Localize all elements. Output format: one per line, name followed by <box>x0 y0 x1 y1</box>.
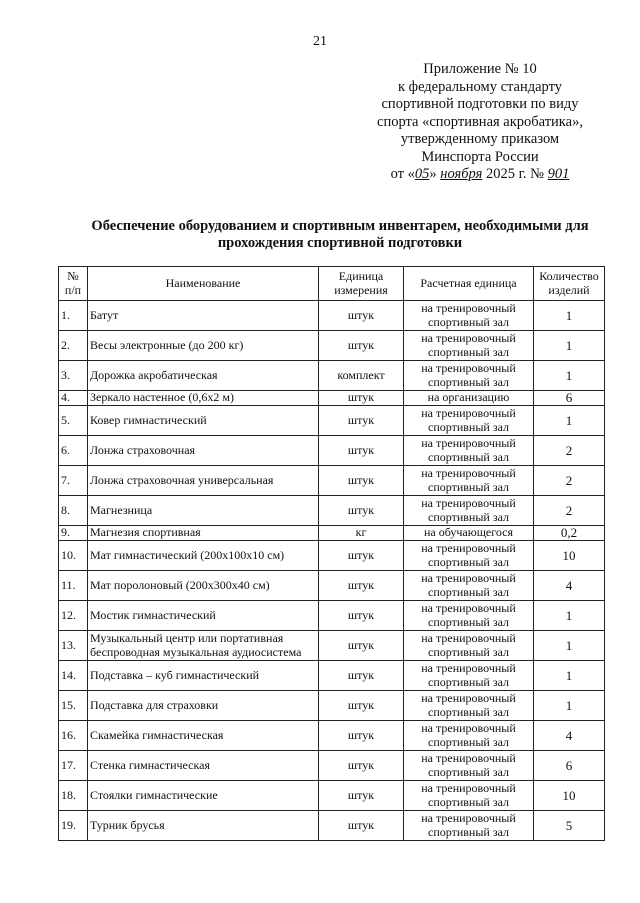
cell-n: 6. <box>59 436 88 466</box>
cell-name: Скамейка гимнастическая <box>88 721 319 751</box>
cell-n: 5. <box>59 406 88 436</box>
cell-unit: штук <box>319 691 404 721</box>
cell-qty: 1 <box>534 331 605 361</box>
cell-name: Зеркало настенное (0,6х2 м) <box>88 391 319 406</box>
cell-name: Подставка – куб гимнастический <box>88 661 319 691</box>
table-row <box>59 301 605 331</box>
cell-name: Магнезия спортивная <box>88 526 319 541</box>
cell-name: Стоялки гимнастические <box>88 781 319 811</box>
cell-base: на тренировочный спортивный зал <box>404 631 534 661</box>
cell-name: Турник брусья <box>88 811 319 841</box>
appendix-header <box>360 61 600 184</box>
table-row <box>59 571 605 601</box>
cell-base: на тренировочный спортивный зал <box>404 811 534 841</box>
cell-unit: штук <box>319 661 404 691</box>
cell-name: Ковер гимнастический <box>88 406 319 436</box>
handwritten-order-number: 901 <box>547 166 570 182</box>
cell-unit: штук <box>319 391 404 406</box>
cell-qty: 4 <box>534 721 605 751</box>
cell-qty: 1 <box>534 661 605 691</box>
appendix-line: спорта «спортивная акробатика», <box>377 113 583 130</box>
appendix-line: к федеральному стандарту <box>398 78 562 95</box>
cell-name: Весы электронные (до 200 кг) <box>88 331 319 361</box>
cell-n: 3. <box>59 361 88 391</box>
table-header-row <box>59 267 605 301</box>
cell-base: на организацию <box>404 391 534 406</box>
header-base: Расчетная единица <box>404 267 534 301</box>
appendix-line: утвержденному приказом <box>400 131 560 147</box>
header-qty: Количество изделий <box>534 267 605 301</box>
cell-qty: 6 <box>534 751 605 781</box>
cell-base: на тренировочный спортивный зал <box>404 601 534 631</box>
header-unit: Единица измерения <box>319 267 404 301</box>
cell-name: Мат гимнастический (200х100х10 см) <box>88 541 319 571</box>
cell-qty: 5 <box>534 811 605 841</box>
appendix-line: Минспорта России <box>421 148 539 165</box>
cell-n: 16. <box>59 721 88 751</box>
cell-n: 19. <box>59 811 88 841</box>
cell-base: на тренировочный спортивный зал <box>404 361 534 391</box>
cell-base: на тренировочный спортивный зал <box>404 301 534 331</box>
cell-unit: штук <box>319 631 404 661</box>
table-row <box>59 811 605 841</box>
table-row <box>59 466 605 496</box>
cell-base: на тренировочный спортивный зал <box>404 496 534 526</box>
cell-n: 10. <box>59 541 88 571</box>
page-number: 21 <box>313 34 327 49</box>
cell-base: на тренировочный спортивный зал <box>404 436 534 466</box>
table-row <box>59 361 605 391</box>
cell-unit: штук <box>319 571 404 601</box>
date-prefix: от « <box>390 166 415 182</box>
cell-base: на тренировочный спортивный зал <box>404 541 534 571</box>
table-row <box>59 601 605 631</box>
cell-unit: кг <box>319 526 404 541</box>
cell-base: на тренировочный спортивный зал <box>404 466 534 496</box>
table-row <box>59 691 605 721</box>
cell-qty: 6 <box>534 391 605 406</box>
table-row <box>59 436 605 466</box>
cell-qty: 1 <box>534 691 605 721</box>
cell-unit: штук <box>319 331 404 361</box>
cell-n: 12. <box>59 601 88 631</box>
cell-n: 15. <box>59 691 88 721</box>
cell-n: 18. <box>59 781 88 811</box>
equipment-table <box>58 266 605 841</box>
order-date-line <box>360 166 600 184</box>
cell-name: Мостик гимнастический <box>88 601 319 631</box>
cell-unit: штук <box>319 436 404 466</box>
cell-unit: штук <box>319 781 404 811</box>
cell-qty: 1 <box>534 406 605 436</box>
table-row <box>59 661 605 691</box>
table-row <box>59 721 605 751</box>
cell-n: 14. <box>59 661 88 691</box>
cell-n: 11. <box>59 571 88 601</box>
cell-unit: штук <box>319 811 404 841</box>
date-quote: » <box>429 166 437 182</box>
cell-unit: штук <box>319 466 404 496</box>
cell-name: Дорожка акробатическая <box>88 361 319 391</box>
table-row <box>59 541 605 571</box>
cell-name: Мат поролоновый (200х300х40 см) <box>88 571 319 601</box>
table-row <box>59 496 605 526</box>
cell-base: на обучающегося <box>404 526 534 541</box>
cell-qty: 4 <box>534 571 605 601</box>
cell-base: на тренировочный спортивный зал <box>404 781 534 811</box>
cell-unit: штук <box>319 601 404 631</box>
header-number: № п/п <box>59 267 88 301</box>
table-row <box>59 331 605 361</box>
cell-name: Лонжа страховочная универсальная <box>88 466 319 496</box>
table-row <box>59 781 605 811</box>
table-row <box>59 391 605 406</box>
year-text: 2025 г. № <box>485 166 545 182</box>
cell-base: на тренировочный спортивный зал <box>404 571 534 601</box>
cell-n: 9. <box>59 526 88 541</box>
cell-unit: комплект <box>319 361 404 391</box>
cell-base: на тренировочный спортивный зал <box>404 331 534 361</box>
cell-base: на тренировочный спортивный зал <box>404 751 534 781</box>
table-row <box>59 631 605 661</box>
appendix-line: спортивной подготовки по виду <box>381 96 579 112</box>
cell-qty: 2 <box>534 436 605 466</box>
table-row <box>59 751 605 781</box>
table-row <box>59 526 605 541</box>
cell-name: Лонжа страховочная <box>88 436 319 466</box>
cell-n: 7. <box>59 466 88 496</box>
cell-unit: штук <box>319 721 404 751</box>
cell-qty: 1 <box>534 601 605 631</box>
cell-n: 2. <box>59 331 88 361</box>
cell-base: на тренировочный спортивный зал <box>404 721 534 751</box>
cell-unit: штук <box>319 301 404 331</box>
cell-qty: 10 <box>534 781 605 811</box>
cell-unit: штук <box>319 751 404 781</box>
cell-name: Стенка гимнастическая <box>88 751 319 781</box>
cell-qty: 10 <box>534 541 605 571</box>
cell-unit: штук <box>319 406 404 436</box>
cell-name: Магнезница <box>88 496 319 526</box>
cell-qty: 1 <box>534 361 605 391</box>
cell-n: 13. <box>59 631 88 661</box>
document-title: Обеспечение оборудованием и спортивным инвентарем, необходимыми для прохождения спортивной подготовки <box>91 218 589 251</box>
cell-unit: штук <box>319 496 404 526</box>
cell-n: 8. <box>59 496 88 526</box>
cell-name: Музыкальный центр или портативная беспроводная музыкальная аудиосистема <box>88 631 319 661</box>
cell-qty: 2 <box>534 496 605 526</box>
cell-n: 17. <box>59 751 88 781</box>
cell-qty: 0,2 <box>534 526 605 541</box>
header-name: Наименование <box>88 267 319 301</box>
cell-name: Батут <box>88 301 319 331</box>
cell-qty: 2 <box>534 466 605 496</box>
cell-qty: 1 <box>534 631 605 661</box>
cell-n: 1. <box>59 301 88 331</box>
cell-base: на тренировочный спортивный зал <box>404 661 534 691</box>
handwritten-month: ноября <box>440 166 483 182</box>
cell-n: 4. <box>59 391 88 406</box>
cell-base: на тренировочный спортивный зал <box>404 691 534 721</box>
table-row <box>59 406 605 436</box>
cell-name: Подставка для страховки <box>88 691 319 721</box>
cell-base: на тренировочный спортивный зал <box>404 406 534 436</box>
handwritten-day: 05 <box>414 166 430 182</box>
cell-qty: 1 <box>534 301 605 331</box>
appendix-line: Приложение № 10 <box>423 61 537 77</box>
cell-unit: штук <box>319 541 404 571</box>
